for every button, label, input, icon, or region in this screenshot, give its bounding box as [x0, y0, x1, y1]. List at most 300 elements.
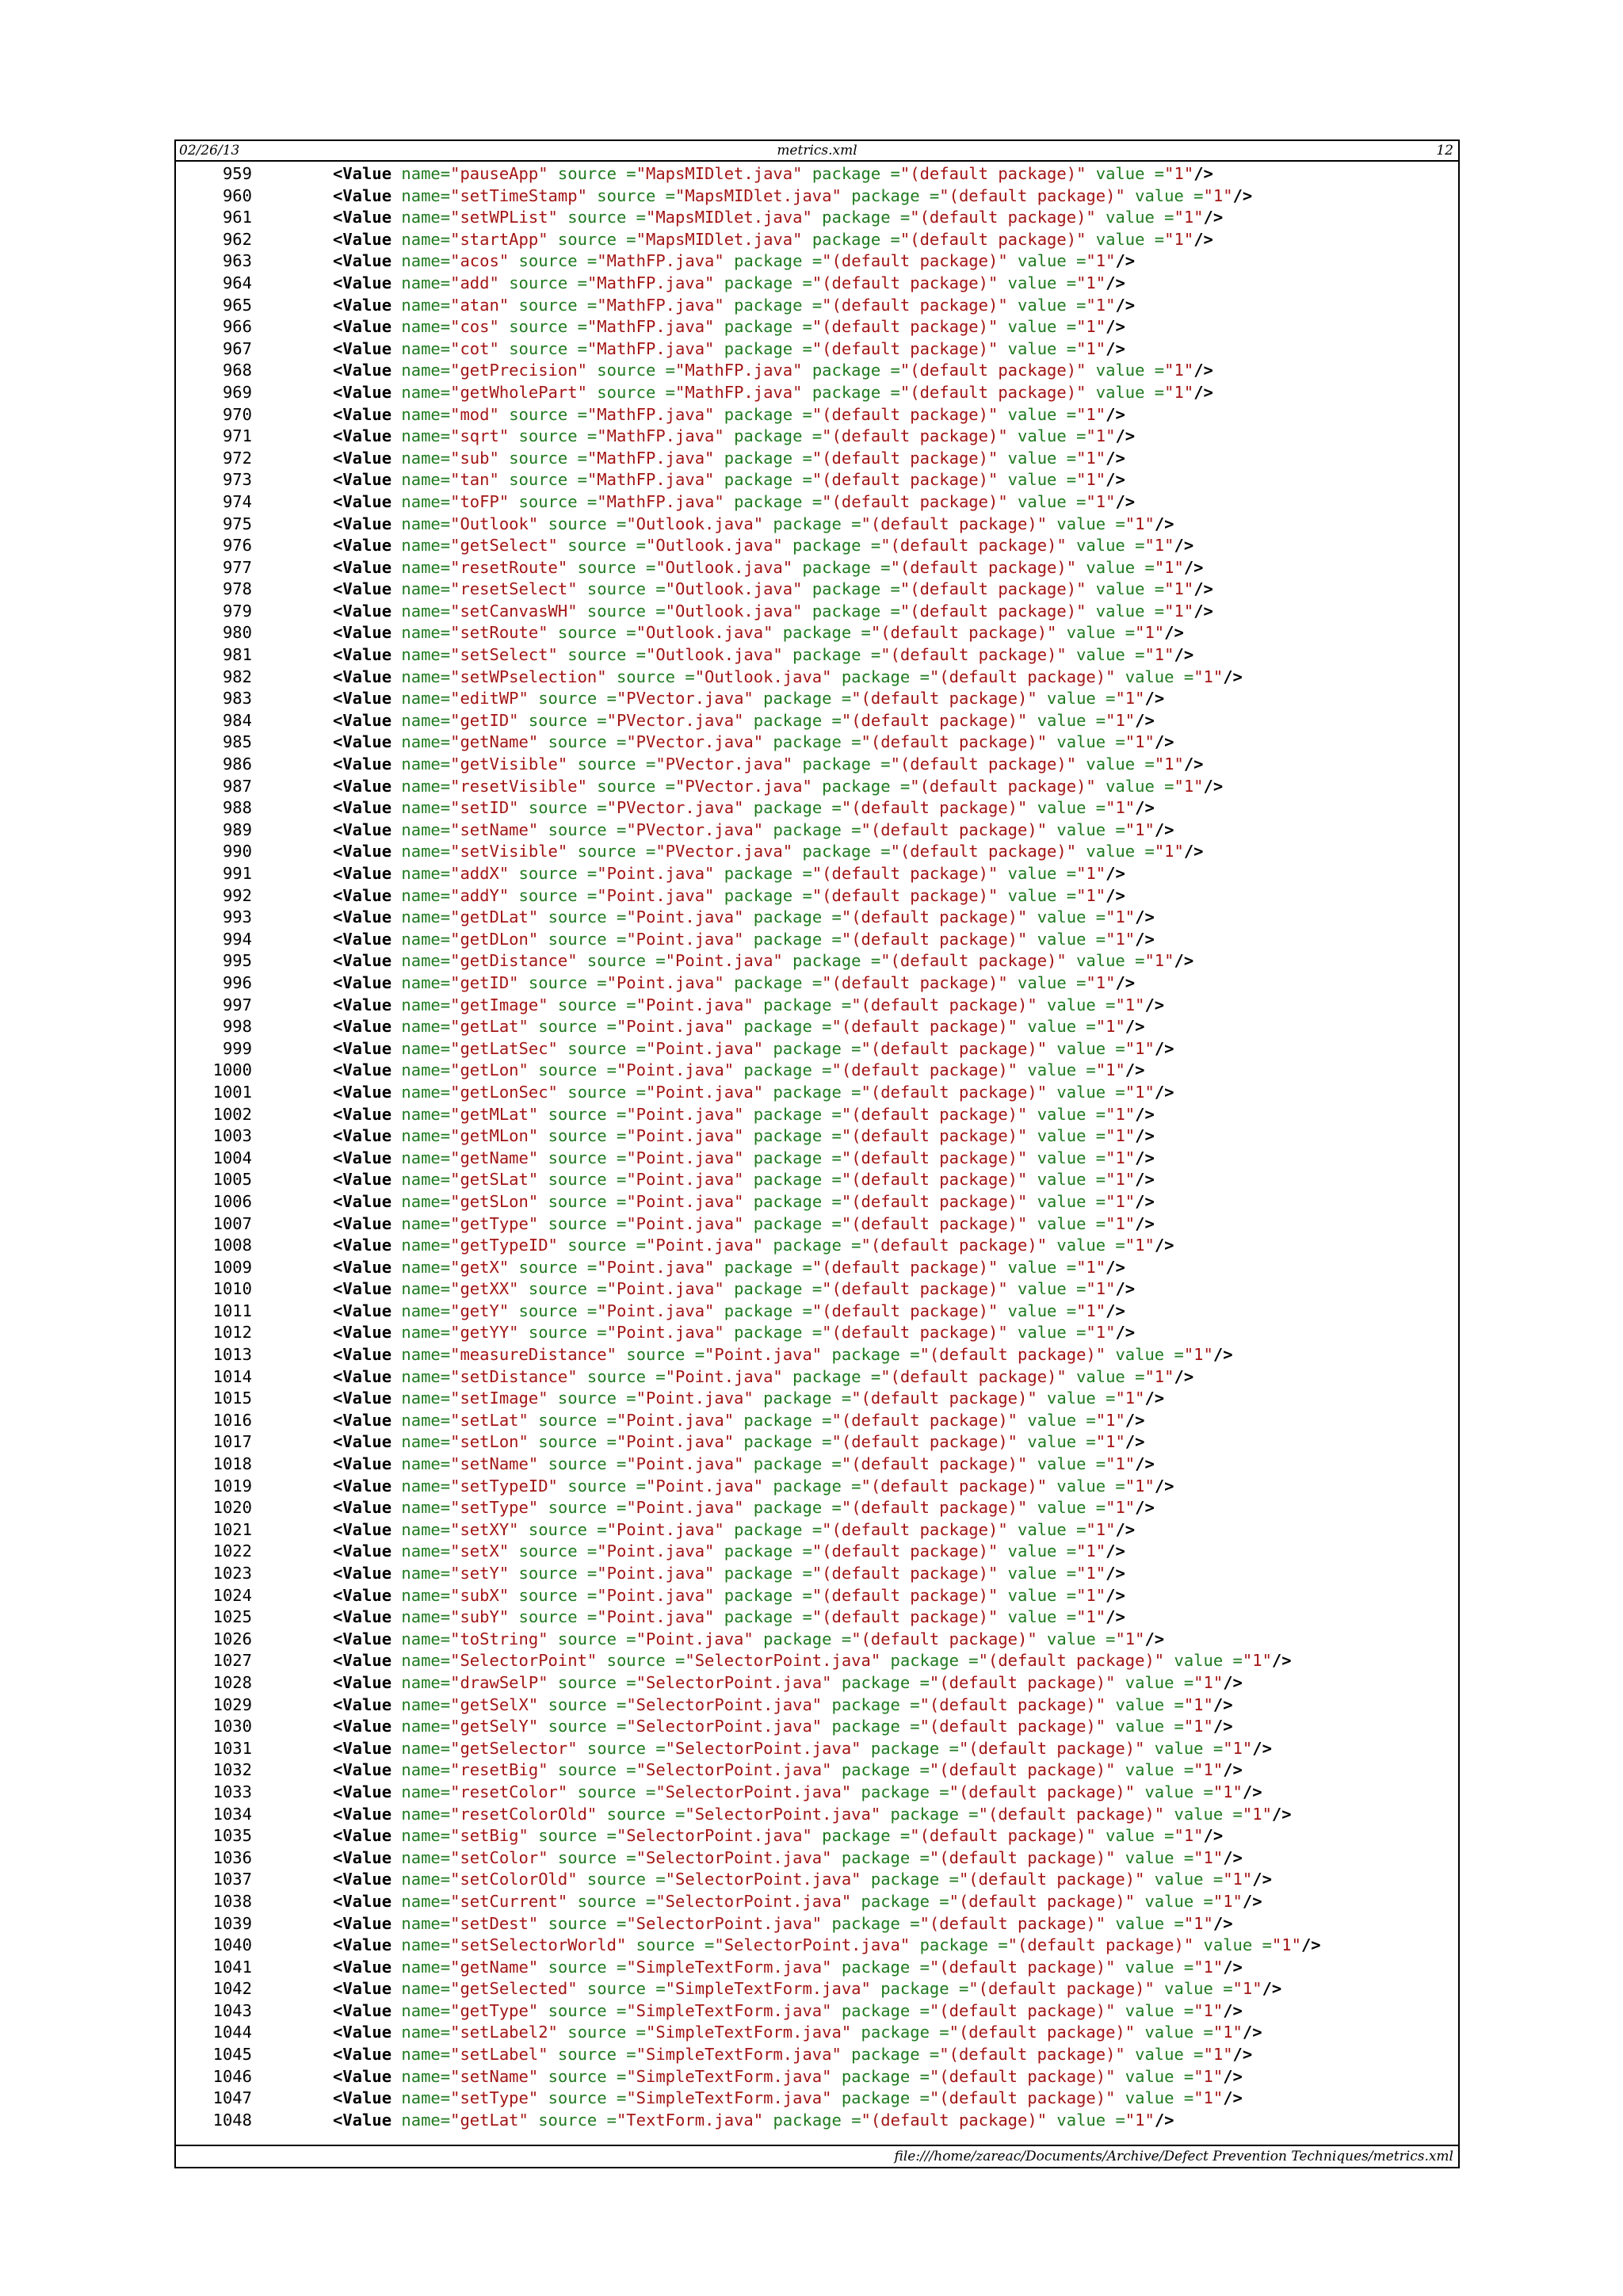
attr-value-package: "(default package)": [812, 1541, 999, 1561]
attr-value-source: "Outlook.java": [626, 514, 764, 533]
xml-close: />: [1154, 732, 1174, 752]
attr-value-value: "1": [1106, 1104, 1136, 1124]
attr-package: package =: [831, 1717, 920, 1736]
attr-value-source: "Point.java": [597, 1301, 715, 1320]
line-number: 1034: [212, 1804, 252, 1824]
attr-source: source =: [557, 1760, 636, 1780]
attr-value-name: "atan": [450, 295, 510, 315]
attr-value-name: "getLat": [450, 2110, 529, 2130]
attr-value-package: "(default package)": [899, 164, 1086, 183]
line-number: 1033: [212, 1782, 252, 1801]
attr-package: package =: [812, 601, 900, 621]
attr-value-package: "(default package)": [949, 2023, 1136, 2042]
attr-value-package: "(default package)": [861, 732, 1048, 752]
code-line: [176, 2110, 1458, 2132]
code-line: [176, 929, 1458, 951]
attr-value-source: "SelectorPoint.java": [626, 1717, 823, 1736]
attr-value-value: "1": [1086, 1279, 1116, 1299]
attr-value-value: "1": [1203, 185, 1233, 205]
attr-package: package =: [734, 1519, 823, 1539]
attr-value-source: "Point.java": [616, 1017, 735, 1037]
xml-tag: <Value: [333, 1847, 392, 1867]
attr-value: value =: [1007, 864, 1077, 883]
xml-tag: <Value: [333, 295, 392, 315]
attr-value-value: "1": [1183, 1345, 1213, 1365]
code-line: [176, 1257, 1458, 1279]
attr-name: name=: [401, 995, 451, 1014]
xml-close: />: [1115, 491, 1136, 511]
attr-package: package =: [880, 1979, 969, 1999]
line-number: 986: [222, 755, 252, 774]
attr-name: name=: [401, 864, 451, 883]
code-line: [176, 1650, 1458, 1672]
xml-close: />: [1125, 1432, 1145, 1452]
line-number: 1037: [212, 1870, 252, 1889]
xml-close: />: [1223, 2088, 1243, 2108]
line-number: 967: [222, 338, 252, 358]
line-number: 1045: [212, 2045, 252, 2065]
attr-value-source: "PVector.java": [626, 732, 764, 752]
attr-value-source: "Point.java": [645, 1038, 764, 1058]
attr-value-name: "sqrt": [450, 426, 510, 446]
attr-value-name: "addY": [450, 885, 510, 905]
xml-tag: <Value: [333, 1213, 392, 1233]
attr-value-name: "setCurrent": [450, 1891, 568, 1911]
line-number: 993: [222, 907, 252, 927]
attr-value-source: "MathFP.java": [597, 491, 724, 511]
attr-value-name: "getTypeID": [450, 1236, 558, 1255]
line-number: 1000: [212, 1060, 252, 1080]
line-number: 1047: [212, 2088, 252, 2108]
xml-tag: <Value: [333, 1629, 392, 1648]
attr-name: name=: [401, 164, 451, 183]
attr-source: source =: [548, 2088, 627, 2108]
attr-value-source: "MathFP.java": [675, 382, 803, 402]
xml-tag: <Value: [333, 1038, 392, 1058]
xml-close: />: [1212, 1913, 1233, 1933]
attr-package: package =: [831, 1345, 920, 1365]
attr-source: source =: [548, 1148, 627, 1167]
xml-tag: <Value: [333, 710, 392, 730]
attr-value: value =: [1007, 1301, 1077, 1320]
xml-close: />: [1164, 623, 1184, 643]
attr-value-value: "1": [1076, 448, 1106, 468]
line-number: 1002: [212, 1104, 252, 1124]
attr-package: package =: [919, 1935, 1008, 1955]
xml-tag: <Value: [333, 1082, 392, 1102]
line-number: 995: [222, 951, 252, 971]
attr-source: source =: [518, 251, 598, 271]
attr-value-source: "Point.java": [626, 1148, 744, 1167]
xml-close: />: [1115, 1519, 1136, 1539]
line-number: 1014: [212, 1366, 252, 1386]
line-number: 1039: [212, 1913, 252, 1933]
attr-value-name: "SelectorPoint": [450, 1651, 598, 1671]
attr-name: name=: [401, 273, 451, 292]
xml-close: />: [1193, 601, 1213, 621]
attr-value-name: "setType": [450, 1498, 539, 1518]
attr-package: package =: [734, 1323, 823, 1343]
attr-package: package =: [734, 295, 823, 315]
attr-value: value =: [1007, 470, 1077, 490]
attr-value-name: "getSelector": [450, 1738, 578, 1758]
xml-tag: <Value: [333, 776, 392, 796]
attr-value-package: "(default package)": [812, 317, 999, 337]
xml-tag: <Value: [333, 1148, 392, 1167]
xml-tag: <Value: [333, 1519, 392, 1539]
attr-value-source: "SimpleTextForm.java": [636, 2045, 842, 2065]
attr-value-package: "(default package)": [861, 1038, 1048, 1058]
attr-source: source =: [586, 1738, 666, 1758]
attr-package: package =: [724, 1585, 812, 1605]
attr-value-source: "PVector.java": [626, 819, 764, 839]
line-number: 971: [222, 426, 252, 446]
attr-value-value: "1": [1242, 1651, 1272, 1671]
line-number: 1028: [212, 1672, 252, 1692]
xml-tag: <Value: [333, 1104, 392, 1124]
xml-close: />: [1135, 1104, 1155, 1124]
attr-package: package =: [724, 448, 812, 468]
attr-value: value =: [1066, 623, 1136, 643]
xml-tag: <Value: [333, 798, 392, 818]
line-number: 1024: [212, 1585, 252, 1605]
attr-package: package =: [734, 1279, 823, 1299]
attr-source: source =: [548, 819, 627, 839]
attr-value-value: "1": [1106, 929, 1136, 949]
xml-tag: <Value: [333, 755, 392, 774]
attr-package: package =: [753, 907, 842, 927]
attr-value-package: "(default package)": [841, 1104, 1028, 1124]
attr-package: package =: [851, 2045, 940, 2065]
xml-close: />: [1135, 1191, 1155, 1211]
attr-value: value =: [1037, 1170, 1106, 1190]
xml-tag: <Value: [333, 645, 392, 665]
attr-name: name=: [401, 1541, 451, 1561]
attr-source: source =: [577, 1891, 656, 1911]
code-line: [176, 1344, 1458, 1366]
attr-value: value =: [1037, 798, 1106, 818]
attr-value-source: "Point.java": [626, 1213, 744, 1233]
attr-value-package: "(default package)": [899, 229, 1086, 249]
attr-source: source =: [577, 755, 656, 774]
attr-source: source =: [557, 1847, 636, 1867]
line-number: 978: [222, 579, 252, 599]
attr-source: source =: [528, 710, 607, 730]
xml-close: />: [1242, 1782, 1262, 1801]
attr-value-source: "SelectorPoint.java": [714, 1935, 911, 1955]
attr-value-package: "(default package)": [822, 1519, 1008, 1539]
attr-value: value =: [1174, 1651, 1243, 1671]
line-number: 970: [222, 404, 252, 424]
attr-source: source =: [518, 885, 598, 905]
attr-package: package =: [802, 755, 891, 774]
line-number: 1016: [212, 1410, 252, 1430]
file-path: file:///home/zareac/Documents/Archive/Defect Prevention Techniques/metrics.xml: [894, 2149, 1453, 2164]
attr-package: package =: [773, 1236, 861, 1255]
xml-close: />: [1135, 1148, 1155, 1167]
code-line: [176, 1454, 1458, 1476]
xml-close: />: [1144, 995, 1165, 1014]
attr-name: name=: [401, 798, 451, 818]
attr-source: source =: [586, 951, 666, 971]
attr-value-package: "(default package)": [831, 1060, 1018, 1080]
xml-tag: <Value: [333, 208, 392, 227]
attr-name: name=: [401, 1782, 451, 1801]
xml-tag: <Value: [333, 1191, 392, 1211]
attr-value-value: "1": [1271, 1935, 1301, 1955]
line-number: 984: [222, 710, 252, 730]
attr-value-name: "getLat": [450, 1017, 529, 1037]
attr-name: name=: [401, 689, 451, 709]
line-number: 1001: [212, 1082, 252, 1102]
attr-value-package: "(default package)": [978, 1651, 1165, 1671]
attr-name: name=: [401, 2000, 451, 2020]
code-line: [176, 1869, 1458, 1891]
attr-value-package: "(default package)": [841, 929, 1028, 949]
attr-value-name: "getXX": [450, 1279, 519, 1299]
attr-value-value: "1": [1076, 1541, 1106, 1561]
xml-close: />: [1135, 1170, 1155, 1190]
attr-value-name: "setTimeStamp": [450, 185, 587, 205]
line-number: 994: [222, 929, 252, 949]
attr-name: name=: [401, 514, 451, 533]
attr-value: value =: [1106, 208, 1174, 227]
line-number: 990: [222, 842, 252, 861]
attr-value-package: "(default package)": [958, 1738, 1145, 1758]
attr-source: source =: [548, 1126, 627, 1146]
attr-name: name=: [401, 361, 451, 380]
attr-value: value =: [1135, 2045, 1204, 2065]
attr-value-package: "(default package)": [919, 1694, 1106, 1714]
attr-value-name: "getSLon": [450, 1191, 539, 1211]
attr-value-package: "(default package)": [910, 776, 1096, 796]
attr-value-value: "1": [1164, 361, 1194, 380]
attr-name: name=: [401, 1585, 451, 1605]
code-line: [176, 754, 1458, 776]
line-number: 1044: [212, 2023, 252, 2042]
attr-value-package: "(default package)": [812, 885, 999, 905]
xml-tag: <Value: [333, 667, 392, 686]
attr-value-source: "Point.java": [645, 1082, 764, 1102]
attr-package: package =: [822, 1826, 911, 1846]
attr-source: source =: [606, 1804, 685, 1824]
xml-close: />: [1135, 1126, 1155, 1146]
code-line: [176, 1606, 1458, 1629]
code-line: [176, 950, 1458, 972]
attr-package: package =: [822, 208, 911, 227]
attr-value-source: "SimpleTextForm.java": [626, 2000, 832, 2020]
attr-value-value: "1": [1164, 164, 1194, 183]
attr-source: source =: [548, 1454, 627, 1474]
attr-value-source: "Point.java": [597, 1585, 715, 1605]
attr-package: package =: [841, 2088, 930, 2108]
xml-tag: <Value: [333, 1979, 392, 1999]
attr-source: source =: [548, 732, 627, 752]
attr-name: name=: [401, 491, 451, 511]
attr-name: name=: [401, 1717, 451, 1736]
xml-tag: <Value: [333, 1017, 392, 1037]
attr-value-package: "(default package)": [812, 1585, 999, 1605]
xml-close: />: [1135, 710, 1155, 730]
attr-name: name=: [401, 1738, 451, 1758]
attr-value-source: "SimpleTextForm.java": [626, 2066, 832, 2086]
attr-value-value: "1": [1106, 710, 1136, 730]
code-line: [176, 1235, 1458, 1257]
attr-value-package: "(default package)": [841, 1191, 1028, 1211]
attr-value-source: "Point.java": [606, 1323, 724, 1343]
attr-name: name=: [401, 951, 451, 971]
attr-value-source: "SelectorPoint.java": [636, 1760, 832, 1780]
attr-package: package =: [724, 470, 812, 490]
attr-package: package =: [841, 1672, 930, 1692]
line-number: 1040: [212, 1935, 252, 1955]
code-listing: [176, 163, 1458, 2131]
xml-close: />: [1106, 273, 1125, 292]
xml-tag: <Value: [333, 1782, 392, 1801]
line-number: 1012: [212, 1323, 252, 1343]
attr-value: value =: [1056, 1476, 1125, 1496]
xml-close: />: [1271, 1651, 1292, 1671]
attr-value-source: "Outlook.java": [655, 557, 793, 577]
attr-value: value =: [1018, 972, 1086, 992]
attr-value: value =: [1125, 2000, 1194, 2020]
code-line: [176, 1541, 1458, 1563]
line-number: 1007: [212, 1213, 252, 1233]
attr-name: name=: [401, 1366, 451, 1386]
xml-tag: <Value: [333, 317, 392, 337]
code-line: [176, 819, 1458, 842]
attr-value-source: "Point.java": [597, 1564, 715, 1583]
attr-value-value: "1": [1193, 2088, 1224, 2108]
attr-value-package: "(default package)": [841, 1498, 1028, 1518]
line-number: 998: [222, 1017, 252, 1037]
attr-value-package: "(default package)": [861, 819, 1048, 839]
attr-value-package: "(default package)": [890, 557, 1077, 577]
attr-source: source =: [557, 164, 636, 183]
attr-package: package =: [724, 273, 812, 292]
attr-value-name: "getName": [450, 1148, 539, 1167]
attr-source: source =: [548, 1717, 627, 1736]
attr-value: value =: [1037, 1454, 1106, 1474]
attr-name: name=: [401, 1170, 451, 1190]
attr-name: name=: [401, 1519, 451, 1539]
line-number: 1008: [212, 1236, 252, 1255]
line-number: 1017: [212, 1432, 252, 1452]
attr-value-value: "1": [1193, 1957, 1224, 1977]
code-line: [176, 360, 1458, 382]
attr-name: name=: [401, 907, 451, 927]
attr-value-source: "Outlook.java": [645, 536, 783, 556]
attr-value-source: "MathFP.java": [586, 470, 715, 490]
attr-value-value: "1": [1193, 2066, 1224, 2086]
attr-value: value =: [1007, 1541, 1077, 1561]
attr-name: name=: [401, 645, 451, 665]
attr-source: source =: [606, 1651, 685, 1671]
attr-value-name: "resetColorOld": [450, 1804, 598, 1824]
attr-value-name: "getDistance": [450, 951, 578, 971]
xml-tag: <Value: [333, 2045, 392, 2065]
attr-value-name: "Outlook": [450, 514, 539, 533]
attr-value-source: "Point.java": [616, 1432, 735, 1452]
attr-value-package: "(default package)": [899, 579, 1086, 599]
attr-value-name: "getVisible": [450, 755, 568, 774]
xml-close: />: [1154, 514, 1174, 533]
attr-value-package: "(default package)": [899, 601, 1086, 621]
attr-value: value =: [1018, 1519, 1086, 1539]
attr-value-package: "(default package)": [929, 2000, 1116, 2020]
attr-value-package: "(default package)": [861, 514, 1048, 533]
code-line: [176, 207, 1458, 229]
xml-tag: <Value: [333, 1126, 392, 1146]
attr-value-name: "editWP": [450, 689, 529, 709]
attr-value-name: "setSelect": [450, 645, 558, 665]
attr-value-value: "1": [1164, 579, 1194, 599]
attr-value-name: "resetColor": [450, 1782, 568, 1801]
attr-package: package =: [753, 1454, 842, 1474]
attr-package: package =: [773, 2110, 861, 2130]
xml-tag: <Value: [333, 1498, 392, 1518]
attr-source: source =: [567, 1236, 646, 1255]
attr-name: name=: [401, 1104, 451, 1124]
attr-value: value =: [1106, 776, 1174, 796]
attr-value-package: "(default package)": [939, 2045, 1125, 2065]
attr-name: name=: [401, 1323, 451, 1343]
xml-close: />: [1106, 470, 1125, 490]
code-line: [176, 404, 1458, 426]
attr-value-source: "MathFP.java": [586, 317, 715, 337]
xml-tag: <Value: [333, 470, 392, 490]
attr-package: package =: [753, 1148, 842, 1167]
attr-value-source: "PVector.java": [655, 842, 793, 861]
attr-value-package: "(default package)": [910, 208, 1096, 227]
attr-source: source =: [557, 1629, 636, 1648]
xml-tag: <Value: [333, 972, 392, 992]
code-line: [176, 2022, 1458, 2044]
attr-name: name=: [401, 667, 451, 686]
attr-value-value: "1": [1076, 1607, 1106, 1627]
attr-value-source: "Point.java": [626, 1170, 744, 1190]
xml-tag: <Value: [333, 1170, 392, 1190]
attr-value-package: "(default package)": [822, 491, 1008, 511]
attr-value-package: "(default package)": [919, 1345, 1106, 1365]
xml-tag: <Value: [333, 361, 392, 380]
xml-tag: <Value: [333, 338, 392, 358]
attr-value: value =: [1037, 907, 1106, 927]
attr-value-name: "resetSelect": [450, 579, 578, 599]
xml-close: />: [1106, 1257, 1125, 1277]
xml-close: />: [1106, 317, 1125, 337]
attr-value: value =: [1095, 601, 1165, 621]
line-number: 1019: [212, 1476, 252, 1496]
attr-value: value =: [1037, 1498, 1106, 1518]
attr-value-source: "MathFP.java": [675, 361, 803, 380]
attr-name: name=: [401, 1913, 451, 1933]
xml-tag: <Value: [333, 1651, 392, 1671]
attr-value-value: "1": [1193, 1760, 1224, 1780]
code-line: [176, 1213, 1458, 1236]
attr-package: package =: [841, 2066, 930, 2086]
line-number: 1013: [212, 1345, 252, 1365]
attr-value-name: "setDest": [450, 1913, 539, 1933]
attr-value-value: "1": [1086, 426, 1116, 446]
attr-value: value =: [1125, 1957, 1194, 1977]
attr-package: package =: [753, 1104, 842, 1124]
line-number: 991: [222, 864, 252, 883]
xml-tag: <Value: [333, 1564, 392, 1583]
attr-name: name=: [401, 1345, 451, 1365]
attr-name: name=: [401, 2066, 451, 2086]
attr-value-value: "1": [1164, 601, 1194, 621]
